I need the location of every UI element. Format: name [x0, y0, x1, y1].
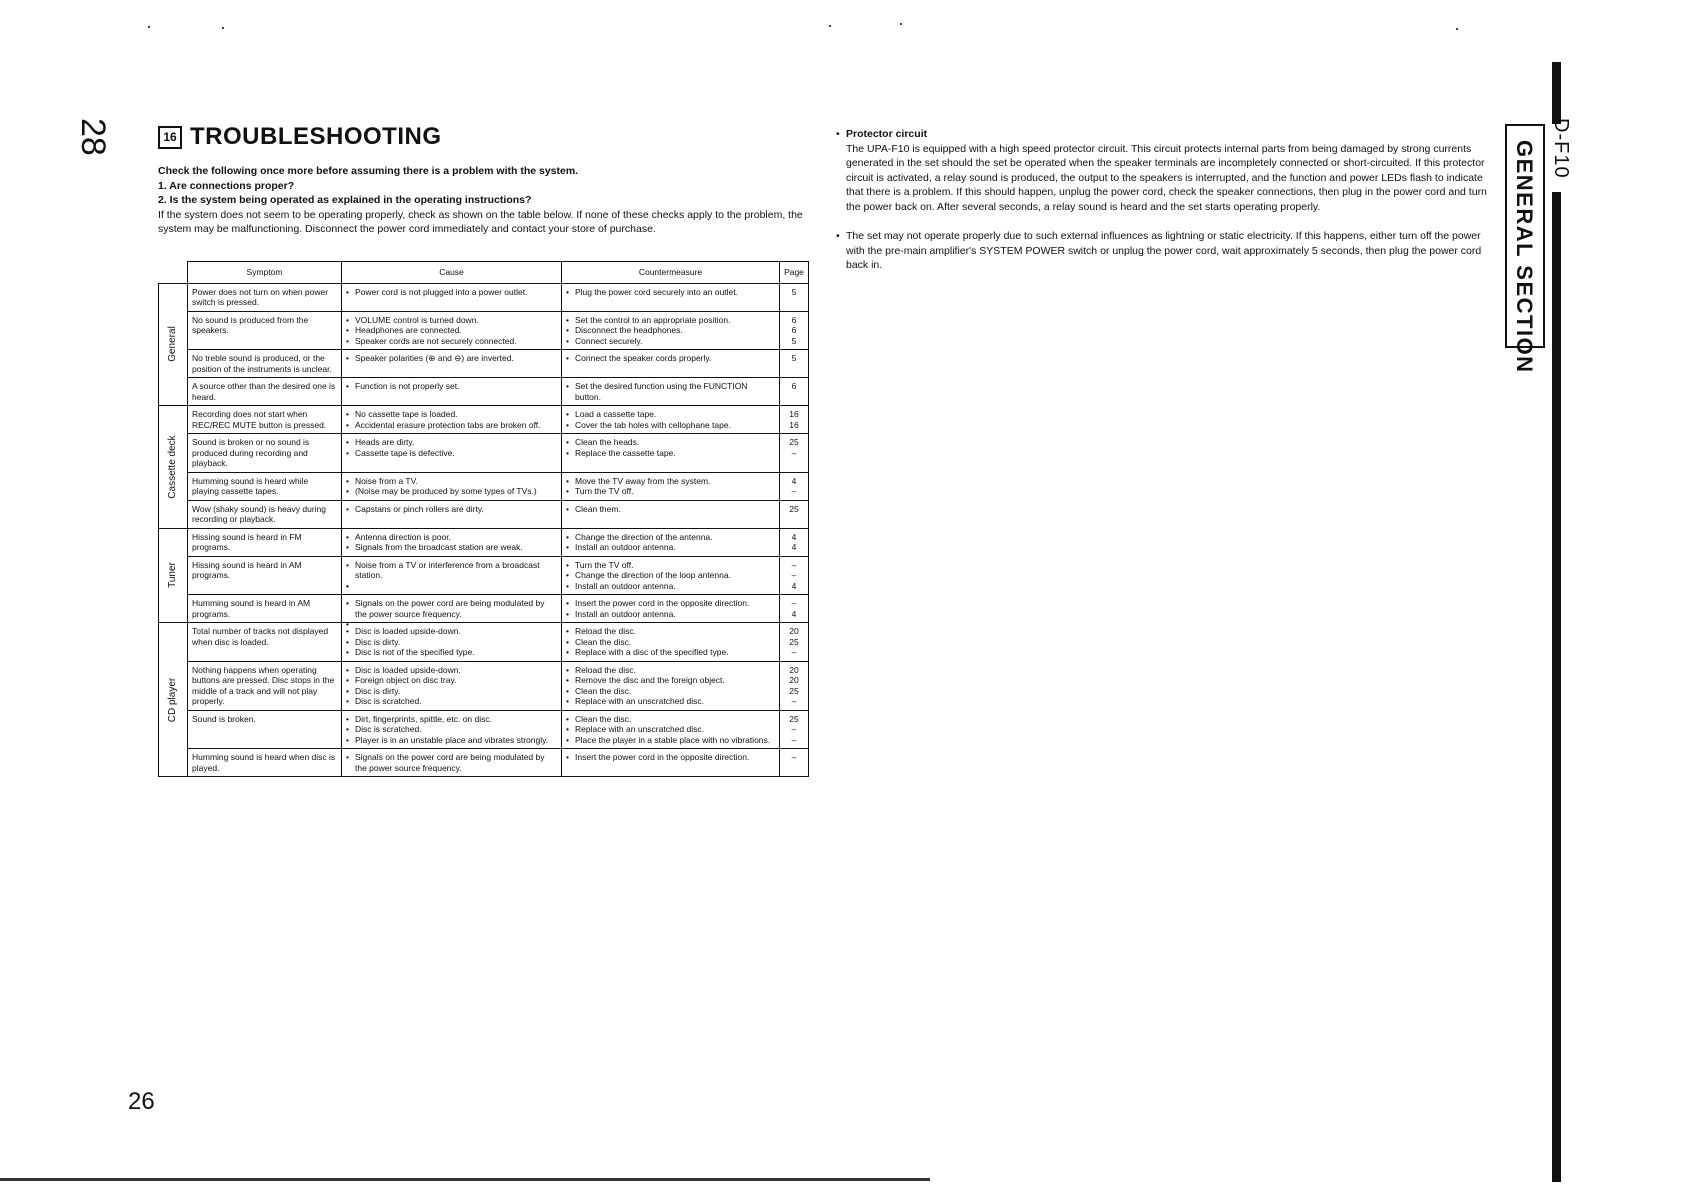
protector-section: [836, 127, 1492, 214]
protector-text: The UPA-F10 is equipped with a high speed protector circuit. This circuit protects internal parts from being damaged by strong currents generated in the set should the set be operated when the speaker terminals are incompletely connected or short-circuited. If this protector circuit is activated, a relay sound is produced, the output to the speakers is interrupted, and the function and power LEDs flash to indicate that there is a problem. If this should happen, unplug the power cord, check the speaker connections, then plug in the power cord and turn the power back on. After several seconds, a relay sound is heard and the set starts operating properly.: [846, 142, 1487, 213]
page-ref: 16: [789, 419, 799, 430]
countermeasure-cell: [562, 472, 780, 500]
cause-cell: [342, 749, 562, 777]
cause-item: • Disc is scratched.: [346, 696, 557, 707]
page-ref: –: [791, 734, 797, 745]
section-header: [158, 123, 442, 151]
countermeasure-cell: [562, 500, 780, 528]
table-row: [159, 350, 809, 378]
cause-item: • Noise from a TV or interference from a broadcast station.: [346, 560, 557, 581]
cause-item: • Accidental erasure protection tabs are broken off.: [346, 420, 557, 431]
countermeasure-item: • Set the control to an appropriate position.: [566, 315, 775, 326]
cause-item: • Heads are dirty.: [346, 437, 557, 448]
category-cell: [159, 406, 188, 529]
cause-item: • Speaker cords are not securely connected.: [346, 336, 557, 347]
page-cell: [780, 749, 809, 777]
page-cell: [780, 556, 809, 595]
symptom-cell: No treble sound is produced, or the position of the instruments is unclear.: [188, 350, 342, 378]
external-influence-note: [836, 229, 1492, 273]
countermeasure-item: • Reload the disc.: [566, 626, 775, 637]
intro-paragraph: If the system does not seem to be operating properly, check as shown on the table below. If none of these checks apply to the problem, the system may be malfunctioning. Disconnect the power cord immediately and contact your store of purchase.: [158, 208, 803, 235]
category-label: Tuner: [166, 562, 178, 589]
countermeasure-cell: [562, 556, 780, 595]
countermeasure-item: • Clean the heads.: [566, 437, 775, 448]
page-ref: 20: [789, 664, 799, 675]
cause-cell: [342, 350, 562, 378]
countermeasure-item: • Insert the power cord in the opposite direction.: [566, 598, 775, 609]
page-ref: –: [791, 598, 797, 608]
scan-speck: [222, 27, 224, 29]
category-cell: [159, 528, 188, 623]
page-ref: 4: [791, 542, 797, 552]
general-section-label: GENERAL SECTION: [1512, 140, 1537, 374]
scan-speck: [829, 25, 831, 27]
symptom-cell: Sound is broken or no sound is produced during recording and playback.: [188, 434, 342, 473]
cause-item: • Noise from a TV.: [346, 476, 557, 487]
table-row: [159, 406, 809, 434]
cause-item: • Disc is loaded upside-down.: [346, 626, 557, 637]
scan-speck: [900, 23, 902, 25]
table-row: [159, 623, 809, 662]
page-ref: 6: [791, 325, 797, 335]
cause-cell: [342, 623, 562, 662]
page-cell: [780, 595, 809, 623]
cause-cell: [342, 661, 562, 710]
page-ref: 5: [791, 286, 797, 297]
cause-item: • Disc is scratched.: [346, 724, 557, 735]
category-label: General: [166, 326, 178, 363]
page-cell: [780, 500, 809, 528]
page-cell: [780, 350, 809, 378]
countermeasure-cell: [562, 434, 780, 473]
symptom-cell: Wow (shaky sound) is heavy during recording or playback.: [188, 500, 342, 528]
countermeasure-item: • Replace with a disc of the specified type.: [566, 647, 775, 658]
cause-item: • Signals from the broadcast station are weak.: [346, 542, 557, 553]
page-ref: –: [791, 486, 797, 496]
symptom-cell: A source other than the desired one is heard.: [188, 378, 342, 406]
protector-title: • Protector circuit: [846, 128, 928, 140]
cause-item: • Antenna direction is poor.: [346, 532, 557, 543]
symptom-cell: Recording does not start when REC/REC MUTE button is pressed.: [188, 406, 342, 434]
page-cell: [780, 434, 809, 473]
countermeasure-header: Countermeasure: [562, 262, 780, 284]
page-ref: –: [791, 447, 797, 458]
category-label: CD player: [166, 677, 178, 722]
page-ref: 25: [789, 437, 799, 447]
page-cell: [780, 406, 809, 434]
page-cell: [780, 311, 809, 350]
symptom-cell: No sound is produced from the speakers.: [188, 311, 342, 350]
table-row: [159, 595, 809, 623]
cause-item: • No cassette tape is loaded.: [346, 409, 557, 420]
cause-item: • Function is not properly set.: [346, 381, 557, 392]
top-page-number: 28: [74, 118, 112, 156]
cause-cell: [342, 406, 562, 434]
scan-speck: [148, 26, 150, 28]
table-row: [159, 528, 809, 556]
countermeasure-cell: [562, 623, 780, 662]
cause-cell: [342, 311, 562, 350]
countermeasure-item: • Install an outdoor antenna.: [566, 542, 775, 553]
countermeasure-item: • Clean them.: [566, 504, 775, 515]
page-cell: [780, 528, 809, 556]
page-ref: –: [791, 559, 797, 570]
cause-item: • Dirt, fingerprints, spittle, etc. on disc.: [346, 714, 557, 725]
cause-item: • VOLUME control is turned down.: [346, 315, 557, 326]
cause-item: • Cassette tape is defective.: [346, 448, 557, 459]
page-ref: 4: [791, 608, 797, 619]
table-row: [159, 311, 809, 350]
countermeasure-item: • Set the desired function using the FUNCTION button.: [566, 381, 775, 402]
symptom-cell: Nothing happens when operating buttons are pressed. Disc stops in the middle of a track and will not play properly.: [188, 661, 342, 710]
edge-bar: [1552, 62, 1561, 1182]
countermeasure-item: • Move the TV away from the system.: [566, 476, 775, 487]
page-ref: 6: [791, 314, 797, 325]
cause-cell: [342, 472, 562, 500]
countermeasure-cell: [562, 661, 780, 710]
countermeasure-item: • Clean the disc.: [566, 686, 775, 697]
countermeasure-item: • Change the direction of the antenna.: [566, 532, 775, 543]
countermeasure-item: • Connect the speaker cords properly.: [566, 353, 775, 364]
countermeasure-item: • Replace with an unscratched disc.: [566, 696, 775, 707]
page-ref: 25: [789, 685, 799, 696]
symptom-cell: Humming sound is heard while playing cassette tapes.: [188, 472, 342, 500]
cause-cell: [342, 595, 562, 623]
cause-cell: [342, 528, 562, 556]
cause-cell: [342, 283, 562, 311]
category-cell: [159, 623, 188, 777]
page-cell: [780, 472, 809, 500]
countermeasure-cell: [562, 311, 780, 350]
table-row: [159, 710, 809, 749]
cause-cell: [342, 500, 562, 528]
category-header: [159, 262, 188, 284]
symptom-cell: Sound is broken.: [188, 710, 342, 749]
category-label: Cassette deck: [166, 435, 178, 499]
symptom-cell: Hissing sound is heard in FM programs.: [188, 528, 342, 556]
cause-item: • Disc is dirty.: [346, 637, 557, 648]
page-cell: [780, 661, 809, 710]
cause-cell: [342, 434, 562, 473]
cause-cell: [342, 378, 562, 406]
table-row: [159, 378, 809, 406]
page-ref: 5: [791, 353, 797, 363]
symptom-cell: Hissing sound is heard in AM programs.: [188, 556, 342, 595]
countermeasure-item: • Reload the disc.: [566, 665, 775, 676]
countermeasure-item: • Turn the TV off.: [566, 486, 775, 497]
countermeasure-cell: [562, 749, 780, 777]
page-ref: 5: [791, 335, 797, 346]
page-ref: 4: [791, 531, 797, 542]
table-row: [159, 434, 809, 473]
countermeasure-item: • Remove the disc and the foreign object.: [566, 675, 775, 686]
page-ref: 25: [789, 713, 799, 724]
countermeasure-item: • Install an outdoor antenna.: [566, 581, 775, 592]
troubleshooting-table: [158, 261, 808, 777]
page-ref: –: [791, 647, 797, 657]
page-ref: –: [791, 724, 797, 734]
cause-item: • Player is in an unstable place and vibrates strongly.: [346, 735, 557, 746]
countermeasure-item: • Insert the power cord in the opposite direction.: [566, 752, 775, 763]
countermeasure-cell: [562, 283, 780, 311]
page-ref: 6: [791, 381, 797, 391]
page-cell: [780, 378, 809, 406]
countermeasure-item: • Install an outdoor antenna.: [566, 609, 775, 620]
cause-item: • Power cord is not plugged into a power outlet.: [346, 287, 557, 298]
page-cell: [780, 623, 809, 662]
intro-line-3: 2. Is the system being operated as explained in the operating instructions?: [158, 194, 532, 206]
countermeasure-item: • Plug the power cord securely into an outlet.: [566, 287, 775, 298]
cause-item: • Disc is not of the specified type.: [346, 647, 557, 658]
countermeasure-item: • Clean the disc.: [566, 637, 775, 648]
symptom-cell: Total number of tracks not displayed when disc is loaded.: [188, 623, 342, 662]
countermeasure-item: • Change the direction of the loop antenna.: [566, 570, 775, 581]
countermeasure-item: • Disconnect the headphones.: [566, 325, 775, 336]
category-cell: [159, 283, 188, 406]
page-ref: 4: [791, 580, 797, 591]
countermeasure-item: • Connect securely.: [566, 336, 775, 347]
cause-item: • (Noise may be produced by some types of TVs.): [346, 486, 557, 497]
table-row: [159, 472, 809, 500]
table-row: [159, 283, 809, 311]
cause-item: • Signals on the power cord are being modulated by the power source frequency.: [346, 752, 557, 773]
page-ref: –: [791, 570, 797, 580]
intro-line-2: 1. Are connections proper?: [158, 179, 295, 192]
section-number-box: 16: [158, 126, 182, 149]
model-label: D-F10: [1550, 118, 1572, 179]
cause-item: • Headphones are connected.: [346, 325, 557, 336]
cause-item: • Capstans or pinch rollers are dirty.: [346, 504, 557, 515]
cause-cell: [342, 710, 562, 749]
page-header: Page: [780, 262, 809, 284]
countermeasure-cell: [562, 350, 780, 378]
page-ref: 25: [789, 636, 799, 647]
page-ref: –: [791, 752, 797, 762]
page-ref: 4: [791, 475, 797, 486]
countermeasure-item: • Replace with an unscratched disc.: [566, 724, 775, 735]
countermeasure-cell: [562, 595, 780, 623]
page-cell: [780, 710, 809, 749]
countermeasure-cell: [562, 406, 780, 434]
cause-cell: [342, 556, 562, 595]
intro-text: [158, 164, 810, 237]
page-ref: 16: [789, 409, 799, 419]
cause-item: • Foreign object on disc tray.: [346, 675, 557, 686]
symptom-cell: Humming sound is heard in AM programs.: [188, 595, 342, 623]
table-row: [159, 500, 809, 528]
symptom-header: Symptom: [188, 262, 342, 284]
countermeasure-item: • Place the player in a stable place with no vibrations.: [566, 735, 775, 746]
right-column: [836, 127, 1492, 273]
countermeasure-item: • Cover the tab holes with cellophane tape.: [566, 420, 775, 431]
table-row: [159, 556, 809, 595]
external-influence-text: • The set may not operate properly due to such external influences as lightning or static electricity. If this happens, either turn off the power with the pre-main amplifier's SYSTEM POWER switch or unplug the power cord, wait approximately 5 seconds, then plug the power cord back in.: [846, 230, 1482, 271]
symptom-cell: Humming sound is heard when disc is played.: [188, 749, 342, 777]
cause-item: • Disc is dirty.: [346, 686, 557, 697]
countermeasure-cell: [562, 528, 780, 556]
bottom-rule: [0, 1178, 930, 1181]
countermeasure-cell: [562, 378, 780, 406]
page-ref: 25: [789, 503, 799, 514]
table-row: [159, 661, 809, 710]
section-title: TROUBLESHOOTING: [190, 123, 442, 150]
cause-item: • Disc is loaded upside-down.: [346, 665, 557, 676]
scan-speck: [1456, 28, 1458, 30]
countermeasure-item: • Clean the disc.: [566, 714, 775, 725]
cause-header: Cause: [342, 262, 562, 284]
cause-item: • Signals on the power cord are being modulated by the power source frequency.: [346, 598, 557, 619]
countermeasure-item: • Turn the TV off.: [566, 560, 775, 571]
table-row: [159, 749, 809, 777]
page-ref: 20: [789, 675, 799, 685]
cause-item: • Speaker polarities (⊕ and ⊖) are inverted.: [346, 353, 557, 364]
symptom-cell: Power does not turn on when power switch is pressed.: [188, 283, 342, 311]
countermeasure-item: • Replace the cassette tape.: [566, 448, 775, 459]
countermeasure-cell: [562, 710, 780, 749]
intro-line-1: Check the following once more before assuming there is a problem with the system.: [158, 165, 579, 177]
page-cell: [780, 283, 809, 311]
countermeasure-item: • Load a cassette tape.: [566, 409, 775, 420]
page-ref: –: [791, 696, 797, 706]
page-ref: 20: [789, 626, 799, 636]
table-header-row: [159, 262, 809, 284]
bottom-page-number: 26: [128, 1088, 155, 1115]
